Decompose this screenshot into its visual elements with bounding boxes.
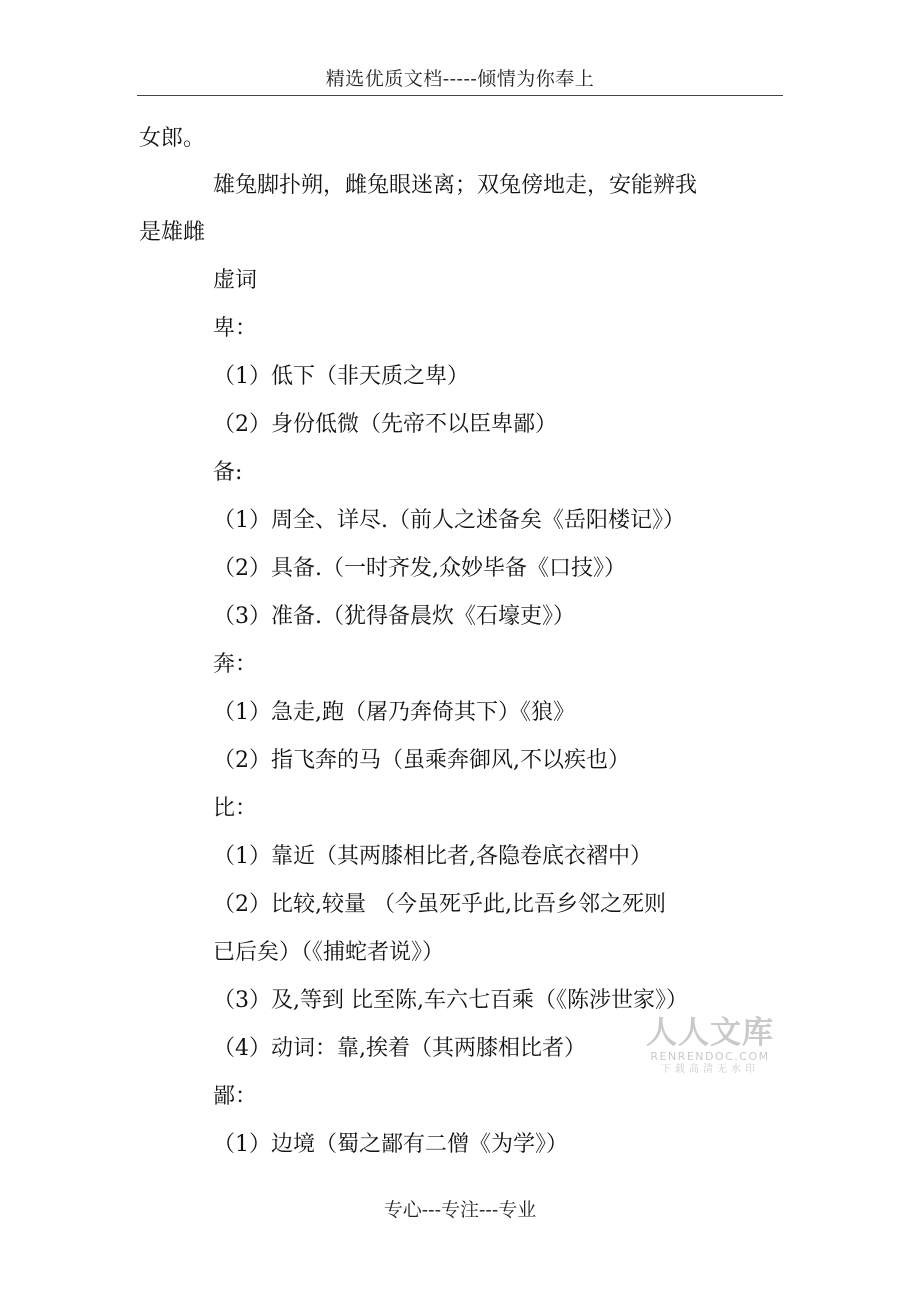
definition-item: （3）准备.（犹得备晨炊《石壕吏》） [213, 604, 575, 629]
definition-item: （1）边境（蜀之鄙有二僧《为学》） [213, 1132, 568, 1157]
word-heading: 鄙： [213, 1084, 258, 1109]
definition-item: （2）身份低微（先帝不以臣卑鄙） [213, 412, 557, 437]
text-line: 是雄雌 [139, 220, 206, 245]
definition-item: （2）比较,较量 （今虽死乎此,比吾乡邻之死则 [213, 892, 666, 917]
word-heading: 奔： [213, 652, 258, 677]
watermark-domain: RENRENDOC.COM [650, 1050, 770, 1063]
definition-item: （4）动词：靠,挨着（其两膝相比者） [213, 1036, 586, 1061]
text-line: 女郎。 [139, 126, 206, 151]
definition-item: （2）指飞奔的马（虽乘奔御风,不以疾也） [213, 748, 630, 773]
definition-item: （1）低下（非天质之卑） [213, 364, 469, 389]
page-footer: 专心---专注---专业 [383, 1199, 537, 1221]
word-heading: 比： [213, 796, 258, 821]
definition-item: （1）靠近（其两膝相比者,各隐卷底衣褶中） [213, 844, 652, 869]
definition-item: （3）及,等到 比至陈,车六七百乘（《陈涉世家》） [213, 988, 688, 1013]
watermark-sub: 下载高清无水印 [661, 1064, 759, 1075]
watermark-logo [646, 1016, 774, 1077]
header-rule [137, 95, 783, 96]
definition-item: （2）具备.（一时齐发,众妙毕备《口技》） [213, 556, 626, 581]
section-heading: 虚词 [213, 268, 258, 293]
text-line: 雄兔脚扑朔，雌兔眼迷离；双兔傍地走，安能辨我 [213, 173, 698, 198]
page-header: 精选优质文档-----倾情为你奉上 [325, 68, 595, 90]
watermark-main: 人人文库 [646, 1015, 774, 1051]
definition-item: （1）急走,跑（屠乃奔倚其下）《狼》 [213, 700, 575, 725]
word-heading: 备: [213, 460, 243, 485]
definition-item-continuation: 已后矣）（《捕蛇者说》） [213, 940, 445, 965]
definition-item: （1）周全、详尽.（前人之述备矣《岳阳楼记》） [213, 508, 685, 533]
word-heading: 卑： [213, 316, 258, 341]
